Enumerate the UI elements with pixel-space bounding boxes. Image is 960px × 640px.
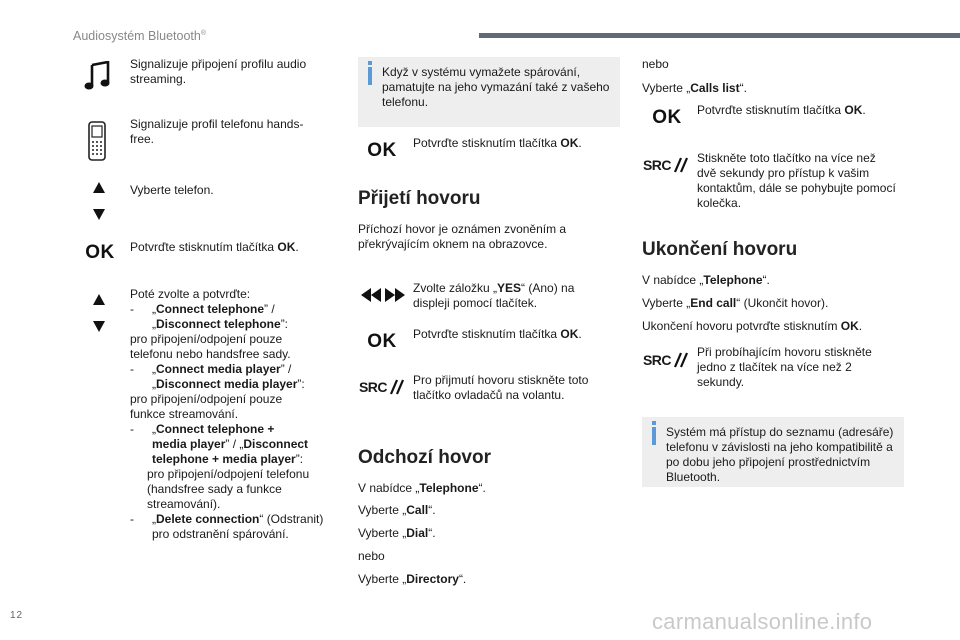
delete-connection-option xyxy=(152,512,332,527)
registered-mark: ® xyxy=(200,30,207,37)
yes-suffix: “ (Ano) na displeji pomocí tlačítek. xyxy=(413,281,575,310)
end-confirm-suffix: . xyxy=(858,319,863,333)
dial-bold: Dial xyxy=(406,526,429,540)
confirm-suffix: . xyxy=(578,327,582,341)
calls-prefix: Vyberte „ xyxy=(642,81,691,95)
quote-open: „ xyxy=(152,362,156,376)
menu-bold: Telephone xyxy=(419,481,479,495)
confirm-ok-text xyxy=(130,240,299,255)
ok-button-icon: OK xyxy=(367,330,397,352)
select-suffix: “. xyxy=(428,526,436,540)
heading-incoming-call: Přijetí hovoru xyxy=(358,188,481,209)
ok-button-icon: OK xyxy=(652,106,682,128)
confirm-bold: OK xyxy=(844,103,863,117)
arrow-up-icon xyxy=(93,182,105,193)
menu-telephone-text xyxy=(642,273,770,288)
info-icon xyxy=(368,67,372,85)
select-calls-list-text xyxy=(642,81,747,96)
confirm-suffix: . xyxy=(862,103,866,117)
up-down-arrows-icon xyxy=(92,182,106,220)
menu-bold: Telephone xyxy=(703,273,763,287)
ok-button-icon: OK xyxy=(367,139,397,161)
menu-suffix: “. xyxy=(478,481,486,495)
option-post: ” / xyxy=(280,362,292,376)
option-desc: pro připojení/odpojení telefonu xyxy=(147,467,310,481)
select-suffix: “. xyxy=(428,503,436,517)
src-contacts-text: Stiskněte toto tlačítko na více než dvě sekundy pro přístup k vašim kontaktům, dále se pohybujte pomocí kolečka. xyxy=(697,151,896,210)
confirm-bold: OK xyxy=(560,327,579,341)
option-bold: Delete connection xyxy=(156,512,260,526)
confirm-prefix: Potvrďte stisknutím tlačítka xyxy=(413,327,561,341)
or-text: nebo xyxy=(358,549,385,563)
confirm-prefix: Potvrďte stisknutím tlačítka xyxy=(697,103,845,117)
select-directory-text xyxy=(358,572,466,587)
end-confirm-prefix: Ukončení hovoru potvrďte stisknutím xyxy=(642,319,841,333)
music-note-icon xyxy=(82,60,112,92)
select-suffix: “. xyxy=(458,572,467,586)
select-dial-text xyxy=(358,526,436,541)
src-button-icon xyxy=(642,350,690,370)
ok-button-icon: OK xyxy=(85,241,115,263)
quote-open: „ xyxy=(152,512,156,526)
select-prefix: Vyberte „ xyxy=(358,503,407,517)
option-bold: Disconnect xyxy=(243,437,309,451)
option-post: “ (Odstranit) xyxy=(259,512,324,526)
disconnect-media-option xyxy=(152,377,332,392)
option-bold: Connect telephone xyxy=(156,302,265,316)
yes-prefix: Zvolte záložku „ xyxy=(413,281,498,295)
confirm-suffix: . xyxy=(578,136,582,150)
header-title-text: Audiosystém Bluetooth xyxy=(73,29,201,44)
select-yes-text xyxy=(413,281,613,311)
calls-bold: Calls list xyxy=(690,81,740,95)
option-bold: Connect media player xyxy=(156,362,281,376)
option-desc: pro odstranění spárování. xyxy=(152,527,289,541)
option-bold: media player xyxy=(152,437,226,451)
src-label: SRC xyxy=(642,351,672,368)
end-suffix: “ (Ukončit hovor). xyxy=(736,296,829,310)
menu-prefix: V nabídce „ xyxy=(358,481,420,495)
quote-open: „ xyxy=(152,377,156,391)
list-dash: - xyxy=(130,362,134,376)
heading-outgoing-call: Odchozí hovor xyxy=(358,447,491,468)
option-desc: streamování). xyxy=(147,497,221,511)
directory-bold: Directory xyxy=(406,572,459,586)
info-box-directory xyxy=(642,417,904,487)
disconnect-both-option xyxy=(152,452,332,467)
confirm-ok-bold: OK xyxy=(277,240,296,254)
option-desc: telefonu nebo handsfree sady. xyxy=(130,347,291,361)
confirm-ok-text xyxy=(413,327,582,342)
select-prefix: Vyberte „ xyxy=(358,526,407,540)
option-desc: funkce streamování. xyxy=(130,407,239,421)
src-end-call-text: Při probíhajícím hovoru stiskněte jedno z tlačítek na více než 2 sekundy. xyxy=(697,345,872,389)
option-bold: Disconnect telephone xyxy=(156,317,281,331)
option-post: ” / xyxy=(264,302,275,316)
confirm-ok-prefix: Potvrďte stisknutím tlačítka xyxy=(130,240,278,254)
src-button-icon xyxy=(642,155,690,175)
confirm-prefix: Potvrďte stisknutím tlačítka xyxy=(413,136,561,150)
arrow-down-icon xyxy=(93,209,105,220)
src-button-icon xyxy=(358,377,406,397)
disconnect-telephone-option xyxy=(152,317,332,332)
calls-suffix: “. xyxy=(739,81,747,95)
option-post: ”: xyxy=(295,452,304,466)
list-dash: - xyxy=(130,512,134,526)
arrow-down-icon xyxy=(93,321,105,332)
arrow-up-icon xyxy=(93,294,105,305)
option-desc: (handsfree sady a funkce xyxy=(147,482,282,496)
rewind-forward-icon xyxy=(360,287,406,303)
select-phone-text: Vyberte telefon. xyxy=(130,183,214,197)
option-post: ”: xyxy=(280,317,289,331)
then-select-text: Poté zvolte a potvrďte: xyxy=(130,287,251,301)
select-end-call-text xyxy=(642,296,828,311)
list-dash: - xyxy=(130,302,134,316)
end-confirm-bold: OK xyxy=(840,319,859,333)
yes-bold: YES xyxy=(497,281,522,295)
info-text: Když v systému vymažete spárování, pamatujte na jeho vymazání také z vašeho telefonu. xyxy=(382,65,610,109)
confirm-ok-text xyxy=(413,136,582,151)
option-bold: Connect telephone + xyxy=(156,422,275,436)
end-confirm-text xyxy=(642,319,862,334)
menu-prefix: V nabídce „ xyxy=(642,273,704,287)
page-number: 12 xyxy=(10,610,24,621)
src-label: SRC xyxy=(358,378,388,395)
confirm-ok-text xyxy=(697,103,866,118)
info-icon xyxy=(652,427,656,445)
end-bold: End call xyxy=(690,296,737,310)
page-header-title xyxy=(73,26,206,44)
connect-telephone-option xyxy=(152,302,332,317)
up-down-arrows-icon-2 xyxy=(92,294,106,332)
info-box-unpair xyxy=(358,57,620,127)
menu-suffix: “. xyxy=(762,273,770,287)
option-desc: pro připojení/odpojení pouze xyxy=(130,392,283,406)
mobile-phone-icon xyxy=(86,120,108,162)
music-profile-text: Signalizuje připojení profilu audio streaming. xyxy=(130,57,307,86)
list-dash: - xyxy=(130,422,134,436)
option-desc: pro připojení/odpojení pouze xyxy=(130,332,283,346)
info-text: Systém má přístup do seznamu (adresáře) telefonu v závislosti na jeho kompatibilitě a po dobu jeho připojení prostřednictvím Bluetooth. xyxy=(666,425,894,484)
heading-end-call: Ukončení hovoru xyxy=(642,239,798,260)
select-prefix: Vyberte „ xyxy=(358,572,407,586)
watermark: carmanualsonline.info xyxy=(652,609,873,634)
confirm-bold: OK xyxy=(560,136,579,150)
end-prefix: Vyberte „ xyxy=(642,296,691,310)
option-mid: ” / „ xyxy=(225,437,244,451)
menu-telephone-text xyxy=(358,481,486,496)
option-bold: telephone + media player xyxy=(152,452,296,466)
connect-media-option xyxy=(152,362,332,377)
or-text: nebo xyxy=(642,57,669,71)
select-call-text xyxy=(358,503,436,518)
src-label: SRC xyxy=(642,156,672,173)
src-answer-text: Pro přijmutí hovoru stiskněte toto tlačítko ovladačů na volantu. xyxy=(413,373,589,402)
confirm-ok-suffix: . xyxy=(295,240,299,254)
quote-open: „ xyxy=(152,302,156,316)
call-bold: Call xyxy=(406,503,429,517)
quote-open: „ xyxy=(152,317,156,331)
option-post: ”: xyxy=(297,377,305,391)
option-bold: Disconnect media player xyxy=(156,377,298,391)
incoming-call-desc: Příchozí hovor je oznámen zvoněním a překrývajícím oknem na obrazovce. xyxy=(358,222,567,251)
quote-open: „ xyxy=(152,422,156,436)
header-bar xyxy=(479,33,960,38)
connect-both-option-2 xyxy=(152,437,332,452)
connect-both-option xyxy=(152,422,332,437)
handsfree-profile-text: Signalizuje profil telefonu hands-free. xyxy=(130,117,304,146)
